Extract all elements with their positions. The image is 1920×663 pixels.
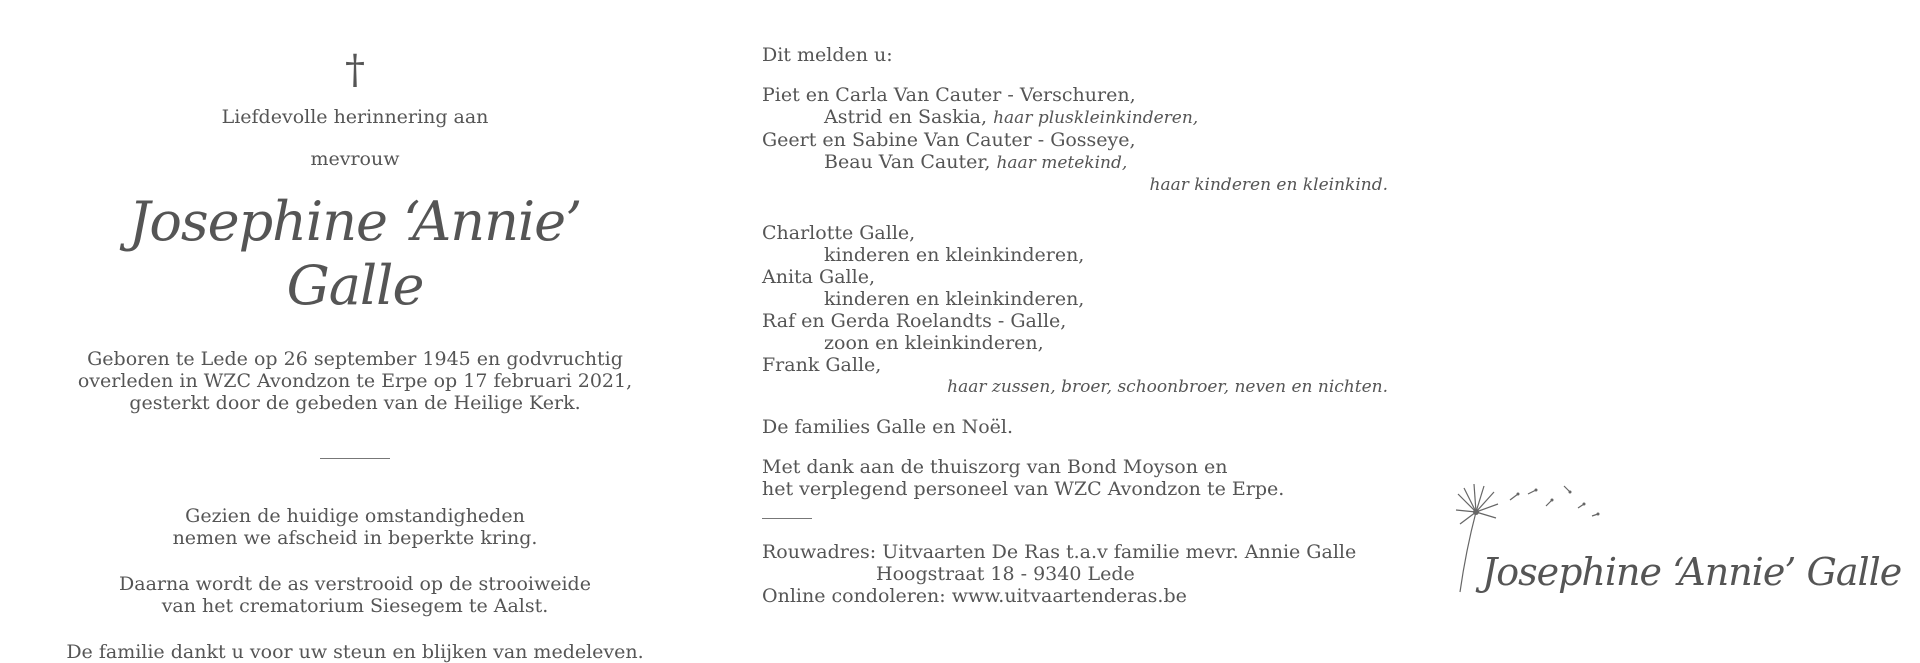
family-line: zoon en kleinkinderen, [824,332,1044,354]
divider [762,518,812,519]
family-line: Frank Galle, [762,354,882,376]
ashes-text [60,573,650,617]
birth-line-2: overleden in WZC Avondzon te Erpe op 17 februari 2021, [77,370,633,392]
announcement-heading: Dit melden u: [762,44,893,66]
title-text: mevrouw [310,148,400,170]
family-line: kinderen en kleinkinderen, [824,288,1085,310]
cross-icon: † [345,47,365,93]
family-names: Beau Van Cauter, [824,151,991,173]
family-relation: haar metekind, [996,153,1128,173]
logo [1452,480,1902,610]
family-line [762,151,1388,174]
deceased-name: Josephine ‘Annie’ Galle [128,190,582,317]
farewell-text [60,505,650,549]
logo-name: Josephine ‘Annie’ Galle [1482,550,1902,594]
family-line: Piet en Carla Van Cauter - Verschuren, [762,84,1136,106]
gratitude-text [762,456,1388,500]
ashes-line-1: Daarna wordt de as verstrooid op de strooiweide [119,573,591,595]
family-group-2 [762,222,1388,398]
gratitude-line-2: het verplegend personeel van WZC Avondzon te Erpe. [762,478,1285,500]
family-line [762,106,1388,129]
family-line: Raf en Gerda Roelandts - Galle, [762,310,1067,332]
birth-line-3: gesterkt door de gebeden van de Heilige Kerk. [129,392,581,414]
address-street: Hoogstraat 18 - 9340 Lede [876,563,1135,585]
family-group-closing: haar kinderen en kleinkind. [1149,175,1388,195]
thanks-text: De familie dankt u voor uw steun en blijken van medeleven. [66,641,644,663]
farewell-line-2: nemen we afscheid in beperkte kring. [172,527,538,549]
birth-death-text [60,348,650,414]
memorial-card-middle [762,44,1388,607]
condolence-url[interactable]: www.uitvaartenderas.be [951,585,1187,607]
family-line: Anita Galle, [762,266,875,288]
family-group-1 [762,84,1388,196]
families-text: De families Galle en Noël. [762,416,1014,438]
family-relation: haar pluskleinkinderen, [993,108,1199,128]
farewell-line-1: Gezien de huidige omstandigheden [185,505,525,527]
family-line: kinderen en kleinkinderen, [824,244,1085,266]
condolence-line [762,585,1388,607]
ashes-line-2: van het crematorium Siesegem te Aalst. [161,595,549,617]
address-label: Rouwadres: Uitvaarten De Ras t.a.v familie mevr. Annie Galle [762,541,1357,563]
family-line: Charlotte Galle, [762,222,916,244]
family-line: Geert en Sabine Van Cauter - Gosseye, [762,129,1136,151]
birth-line-1: Geboren te Lede op 26 september 1945 en godvruchtig [87,348,623,370]
gratitude-line-1: Met dank aan de thuiszorg van Bond Moyson en [762,456,1228,478]
condolence-label: Online condoleren: [762,585,946,607]
family-group-closing: haar zussen, broer, schoonbroer, neven en nichten. [947,377,1388,397]
family-names: Astrid en Saskia, [824,106,988,128]
memorial-card-left [60,40,650,663]
divider [320,458,390,459]
intro-text: Liefdevolle herinnering aan [221,106,489,128]
